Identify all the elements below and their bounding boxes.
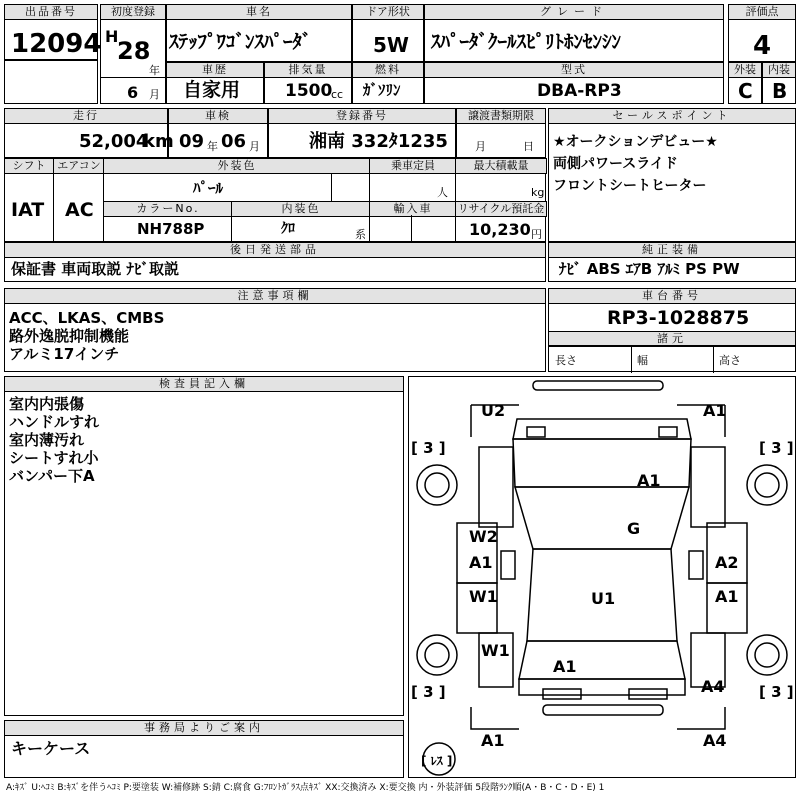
inspection-label: 車検 — [168, 108, 268, 124]
plate-number: 湘南 332ﾀ1235 — [309, 131, 448, 152]
notes-list — [9, 309, 164, 363]
inspector-label: 検査員記入欄 — [4, 376, 404, 392]
model: DBA-RP3 — [537, 81, 622, 101]
door-type-label: ドア形状 — [352, 4, 424, 20]
tire-rear-left-icon — [417, 635, 457, 675]
inspection-year: 09 — [179, 131, 205, 152]
equipment: ﾅﾋﾞ ABS ｴｱB ｱﾙﾐ PS PW — [559, 260, 740, 278]
mark-rear-right: A4 — [701, 677, 725, 696]
inspector-line: 室内薄汚れ — [9, 431, 85, 449]
right-front-fender — [691, 447, 725, 527]
mark-rear-window: A1 — [553, 657, 577, 676]
score-cell — [728, 4, 796, 62]
inspector-line: バンパー下A — [9, 467, 95, 485]
exterior-color-label: 外装色 — [103, 158, 371, 174]
interior-grade-label: 内装 — [762, 62, 796, 78]
headlight-right — [659, 427, 677, 437]
grade-label: グレード — [424, 4, 724, 20]
inspection-cell — [168, 108, 268, 158]
registration-year: 28 — [117, 37, 151, 65]
door-type: 5W — [373, 33, 409, 57]
note-line: 路外逸脱抑制機能 — [9, 327, 130, 345]
car-outline-icon — [409, 377, 795, 777]
notes-cell — [4, 288, 546, 372]
plate-cell — [268, 108, 456, 158]
inspector-line: シートすれ小 — [9, 449, 99, 467]
car-name-label: 車名 — [166, 4, 352, 20]
era-letter: H — [105, 27, 119, 46]
displacement-label: 排気量 — [264, 62, 352, 78]
grade: ｽﾊﾟｰﾀﾞｸｰﾙｽﾋﾟﾘﾄﾎﾝｾﾝｼﾝ — [431, 31, 622, 53]
note-line: ACC、LKAS、CMBS — [9, 309, 165, 327]
mileage-cell — [4, 108, 174, 158]
damage-diagram — [408, 376, 796, 778]
model-label: 型式 — [424, 62, 724, 78]
note-line: アルミ17インチ — [9, 345, 120, 363]
left-front-fender — [479, 447, 513, 527]
office-notice: キーケース — [11, 739, 91, 758]
tire-rl-value: [ 3 ] — [411, 683, 446, 701]
car-name-cell — [166, 4, 352, 62]
mark-roof: U1 — [591, 589, 616, 608]
hood — [513, 439, 691, 490]
mark-front-right: A1 — [703, 401, 727, 420]
right-pillar — [689, 551, 703, 579]
sales-point: ★オークションデビュー★ — [553, 134, 718, 150]
mark-windshield: G — [627, 519, 641, 538]
taillight-right — [629, 689, 667, 699]
front-bumper — [533, 381, 663, 390]
transfer-day-unit: 日 — [523, 140, 534, 153]
sales-point: 両側パワースライド — [553, 156, 678, 172]
specs-label: 諸元 — [548, 331, 796, 347]
mark-hood: A1 — [637, 471, 661, 490]
history-cell — [166, 62, 264, 104]
inspector-cell — [4, 376, 404, 716]
equipment-label: 純正装備 — [548, 242, 796, 258]
recycle-label: リサイクル預託金 — [455, 201, 547, 217]
windshield — [515, 487, 689, 549]
length-label: 長さ — [555, 354, 577, 367]
registration-month: 6 — [127, 83, 139, 102]
fuel-cell — [352, 62, 424, 104]
mark-right-rear-door: A1 — [715, 587, 739, 606]
import-label: 輸入車 — [369, 201, 457, 217]
tire-front-left-icon — [417, 465, 457, 505]
taillight-left — [543, 689, 581, 699]
fuel: ｶﾞｿﾘﾝ — [363, 81, 401, 99]
recycle-unit: 円 — [531, 228, 542, 241]
max-load-unit: kg — [531, 186, 545, 199]
interior-grade-cell — [762, 62, 796, 104]
displacement: 1500 — [285, 81, 333, 101]
lot-number: 12094 — [11, 29, 102, 59]
chassis-number: RP3-1028875 — [607, 307, 750, 329]
transfer-month-unit: 月 — [475, 140, 486, 153]
left-pillar — [501, 551, 515, 579]
first-registration-label: 初度登録 — [100, 4, 166, 20]
interior-color-unit: 系 — [355, 228, 366, 241]
transfer-deadline-cell — [456, 108, 546, 158]
tire-rear-right-icon — [747, 635, 787, 675]
specs-grid — [4, 158, 546, 242]
door-type-cell — [352, 4, 424, 62]
color-number: NH788P — [137, 220, 205, 238]
exterior-color: ﾊﾟｰﾙ — [193, 179, 224, 197]
interior-grade: B — [772, 79, 788, 103]
office-notice-cell — [4, 720, 404, 778]
inspector-list — [9, 395, 99, 485]
aircon-label: エアコン — [53, 158, 105, 174]
max-load-label: 最大積載量 — [455, 158, 547, 174]
later-parts-cell — [4, 242, 546, 282]
later-parts: 保証書 車両取説 ﾅﾋﾞ取説 — [11, 260, 179, 278]
score-label: 評価点 — [728, 4, 796, 20]
mark-left-rear-door: W1 — [469, 587, 498, 606]
rear-left-corner — [471, 707, 519, 729]
front-end — [513, 419, 691, 439]
grade-cell — [424, 4, 724, 62]
month-unit: 月 — [149, 88, 160, 101]
mark-left-quarter: W1 — [481, 641, 510, 660]
model-cell — [424, 62, 724, 104]
rear-end — [519, 679, 685, 695]
rear-window — [519, 641, 685, 679]
displacement-unit: cc — [331, 88, 344, 101]
tire-front-right-icon — [747, 465, 787, 505]
capacity-label: 乗車定員 — [369, 158, 457, 174]
inspector-line: 室内内張傷 — [9, 395, 85, 413]
chassis-label: 車台番号 — [548, 288, 796, 304]
spare-tire-value: [ ﾚｽ ] — [421, 754, 453, 768]
first-registration-cell — [100, 4, 166, 104]
equipment-cell — [548, 242, 796, 282]
score: 4 — [753, 31, 772, 61]
mileage: 52,004 — [79, 131, 149, 152]
fuel-label: 燃料 — [352, 62, 424, 78]
capacity-unit: 人 — [437, 186, 448, 199]
inspection-month: 06 — [221, 131, 247, 152]
sales-points-list — [553, 131, 718, 197]
inspection-month-unit: 月 — [249, 140, 260, 153]
exterior-grade-label: 外装 — [728, 62, 762, 78]
lot-number-label: 出品番号 — [4, 4, 98, 20]
car-name: ｽﾃｯﾌﾟﾜｺﾞﾝｽﾊﾟｰﾀﾞ — [169, 31, 312, 53]
aircon: AC — [65, 199, 94, 221]
displacement-cell — [264, 62, 352, 104]
rear-right-corner — [677, 707, 725, 729]
shift: IAT — [11, 199, 45, 221]
mark-front-left: U2 — [481, 401, 506, 420]
interior-color: ｸﾛ — [281, 221, 295, 237]
interior-color-label: 内装色 — [231, 201, 371, 217]
lot-number-cell — [4, 4, 102, 60]
mileage-unit: km — [143, 131, 174, 152]
lot-number-blank — [4, 60, 98, 104]
year-unit: 年 — [149, 64, 160, 77]
rear-bumper — [543, 705, 663, 715]
mark-bottom-right: A4 — [703, 731, 727, 750]
sales-points-label: セールスポイント — [548, 108, 796, 124]
transfer-deadline-label: 譲渡書類期限 — [456, 108, 546, 124]
sales-points-cell — [548, 108, 796, 242]
notes-label: 注意事項欄 — [4, 288, 546, 304]
mark-left-front-door-2: A1 — [469, 553, 493, 572]
history: 自家用 — [183, 79, 241, 101]
history-label: 車歴 — [166, 62, 264, 78]
exterior-grade-cell — [728, 62, 762, 104]
width-label: 幅 — [637, 354, 648, 367]
plate-label: 登録番号 — [268, 108, 456, 124]
tire-rr-value: [ 3 ] — [759, 683, 794, 701]
shift-label: シフト — [4, 158, 54, 174]
sales-point: フロントシートヒーター — [553, 178, 707, 194]
recycle-fee: 10,230 — [469, 220, 531, 239]
tire-fl-value: [ 3 ] — [411, 439, 446, 457]
inspector-line: ハンドルすれ — [9, 413, 100, 431]
inspection-year-unit: 年 — [207, 140, 218, 153]
chassis-cell — [548, 288, 796, 372]
mark-right-front-door: A2 — [715, 553, 739, 572]
headlight-left — [527, 427, 545, 437]
later-parts-label: 後日発送部品 — [4, 242, 546, 258]
color-number-label: カラーNo. — [103, 201, 233, 217]
height-label: 高さ — [719, 354, 741, 367]
office-notice-label: 事務局よりご案内 — [4, 720, 404, 736]
legend: A:ｷｽﾞ U:ﾍｺﾐ B:ｷｽﾞを伴うﾍｺﾐ P:要塗装 W:補修跡 S:錆 C:腐食 G:ﾌﾛﾝﾄｶﾞﾗｽ点ｷｽﾞ XX:交換済み X:要交換 内・外装評価 5段階ﾗﾝｸ順(A・B・C・D・E) 1 — [6, 783, 605, 793]
mark-left-front-door: W2 — [469, 527, 498, 546]
mark-bottom-left: A1 — [481, 731, 505, 750]
mileage-label: 走行 — [4, 108, 168, 124]
exterior-grade: C — [738, 79, 753, 103]
tire-fr-value: [ 3 ] — [759, 439, 794, 457]
